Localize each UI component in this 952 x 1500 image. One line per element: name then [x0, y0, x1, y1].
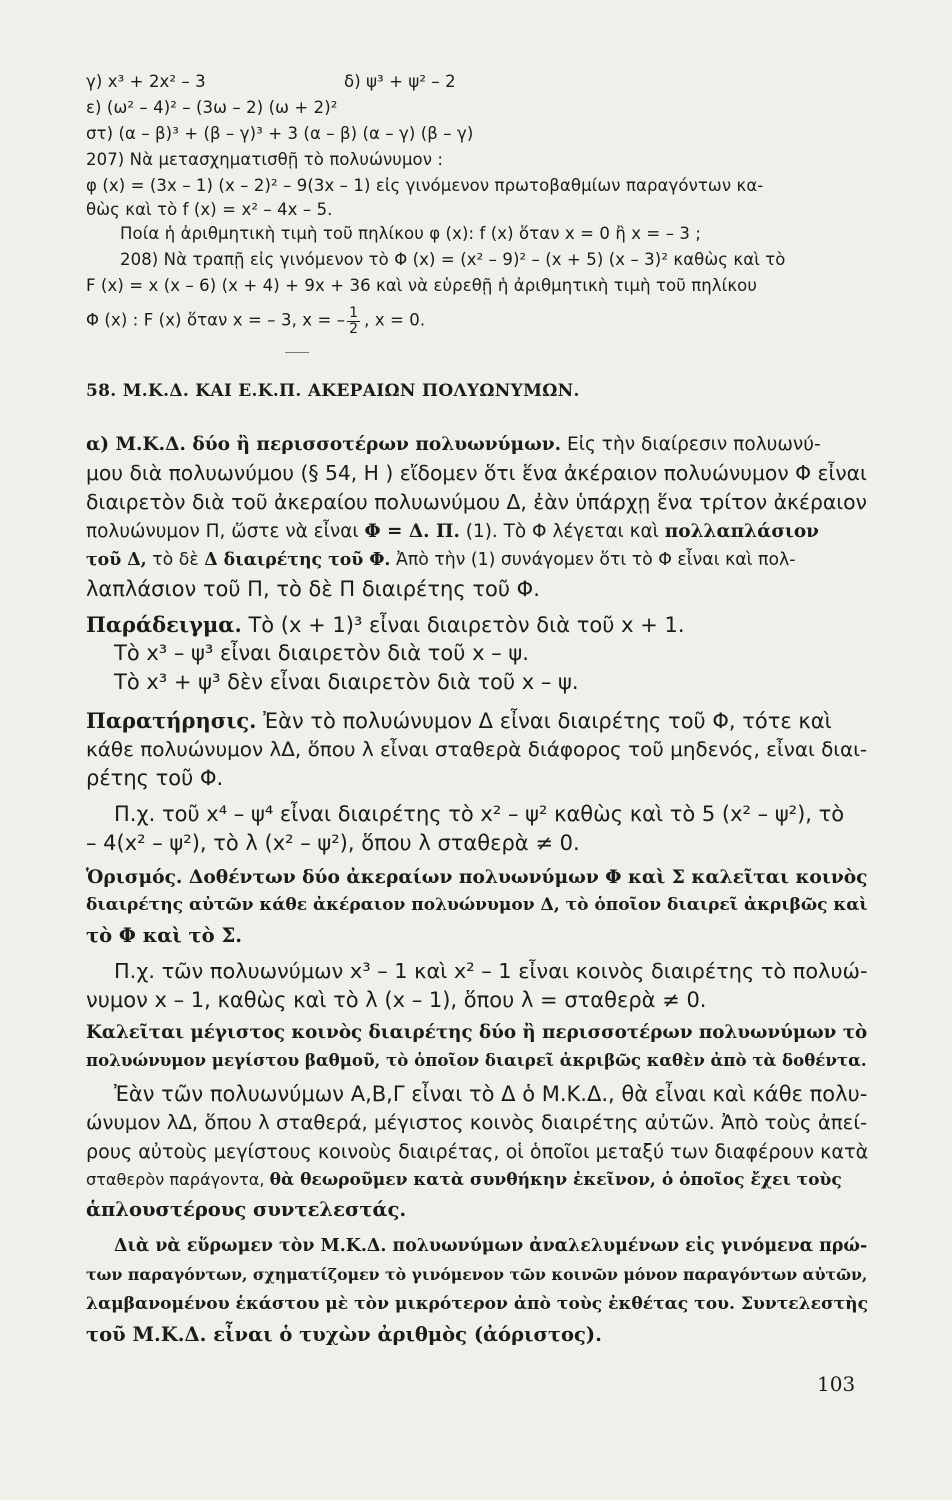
paragraph-3-line-3: λαμβανομένου ἑκάστου μὲ τὸν μικρότερον ἀπὸ τοὺς ἐκθέτας του. Συντελεστὴς — [86, 1294, 869, 1314]
paragraph-2-line-5: ἁπλουστέρους συντελεστάς. — [86, 1198, 407, 1221]
exercise-208-line3 — [86, 306, 425, 336]
paragraph-1-line-4 — [86, 519, 819, 542]
fraction-denominator: 2 — [349, 320, 359, 337]
exercise-epsilon: ε) (ω² – 4)² – (3ω – 2) (ω + 2)² — [86, 98, 338, 117]
exercise-207-line2: φ (x) = (3x – 1) (x – 2)² – 9(3x – 1) εἰς γινόμενον πρωτοβαθμίων παραγόντων κα- — [86, 176, 764, 195]
paragraph-3-line-1: Διὰ νὰ εὕρωμεν τὸν Μ.Κ.Δ. πολυωνύμων ἀναλελυμένων εἰς γινόμενα πρώ- — [114, 1236, 868, 1256]
definition-line-1: Ὁρισμός. Δοθέντων δύο ἀκεραίων πολυωνύμων Φ καὶ Σ καλεῖται κοινὸς — [86, 866, 868, 888]
text-span: πολυώνυμον Π, ὥστε νὰ εἶναι — [86, 521, 365, 542]
text-span: Τὸ (x + 1)³ εἶναι διαιρετὸν διὰ τοῦ x + 1. — [241, 613, 685, 637]
remark-label: Παρατήρησις. — [86, 708, 257, 733]
paragraph-2-line-3: ρους αὐτοὺς μεγίστους κοινοὺς διαιρέτας, οἱ ὁποῖοι μεταξύ των διαφέρουν κατὰ — [86, 1140, 869, 1163]
example-line-3: Τὸ x³ + ψ³ δὲν εἶναι διαιρετὸν διὰ τοῦ x – ψ. — [114, 670, 579, 694]
gcd-definition-line-2: πολυώνυμον μεγίστου βαθμοῦ, τὸ ὁποῖον διαιρεῖ ἀκριβῶς καθὲν ἀπὸ τὰ δοθέντα. — [86, 1050, 867, 1070]
text-span: (1). Τὸ Φ λέγεται καὶ — [459, 521, 665, 542]
bold-span: τοῦ Δ, — [86, 550, 147, 570]
remark-line-3: ρέτης τοῦ Φ. — [86, 766, 224, 790]
example-line-1 — [86, 612, 685, 637]
exercise-208-end: , x = 0. — [364, 310, 426, 330]
exercise-208-line2: F (x) = x (x – 6) (x + 4) + 9x + 36 καὶ νὰ εὑρεθῇ ἡ ἀριθμητικὴ τιμὴ τοῦ πηλίκου — [86, 276, 758, 295]
exercise-208-expr: Φ (x) : F (x) ὅταν x = – 3, x = – — [86, 310, 346, 330]
paragraph-1-line-6: λαπλάσιον τοῦ Π, τὸ δὲ Π διαιρέτης τοῦ Φ. — [86, 577, 540, 601]
example-pc2-line-1: Π.χ. τῶν πολυωνύμων x³ – 1 καὶ x² – 1 εἶναι κοινὸς διαιρέτης τὸ πολυώ- — [114, 959, 868, 983]
text-span: Εἰς τὴν διαίρεσιν πολυωνύ- — [561, 434, 821, 455]
exercise-delta: δ) ψ³ + ψ² – 2 — [344, 72, 456, 91]
paragraph-2-line-1: Ἐὰν τῶν πολυωνύμων Α,Β,Γ εἶναι τὸ Δ ὁ Μ.Κ.Δ., θὰ εἶναι καὶ κάθε πολυ- — [114, 1082, 868, 1106]
text-span: Ἐὰν τὸ πολυώνυμον Δ εἶναι διαιρέτης τοῦ Φ, τότε καὶ — [256, 709, 832, 733]
paragraph-1-line-1 — [86, 432, 821, 455]
example-pc2-line-2: νυμον x – 1, καθὼς καὶ τὸ λ (x – 1), ὅπου λ = σταθερὰ ≠ 0. — [86, 988, 707, 1012]
fraction-numerator: 1 — [349, 305, 359, 321]
exercise-207-line3: θὼς καὶ τὸ f (x) = x² – 4x – 5. — [86, 200, 333, 219]
definition-line-2: διαιρέτης αὐτῶν κάθε ἀκέραιον πολυώνυμον Δ, τὸ ὁποῖον διαιρεῖ ἀκριβῶς καὶ — [86, 895, 868, 915]
page-number: 103 — [817, 1372, 856, 1396]
remark-line-1 — [86, 708, 832, 733]
text-span: σταθερὸν παράγοντα, — [86, 1170, 270, 1189]
example-line-2: Τὸ x³ – ψ³ εἶναι διαιρετὸν διὰ τοῦ x – ψ. — [114, 641, 529, 665]
exercise-207: 207) Νὰ μετασχηματισθῇ τὸ πολυώνυμον : — [86, 150, 444, 169]
term-multiple: πολλαπλάσιον — [664, 521, 819, 542]
paragraph-1-line-5 — [86, 548, 796, 570]
paragraph-3-line-4: τοῦ Μ.Κ.Δ. εἶναι ὁ τυχὼν ἀριθμὸς (ἀόριστος). — [86, 1323, 602, 1346]
gcd-definition-line-1: Καλεῖται μέγιστος κοινὸς διαιρέτης δύο ἢ περισσοτέρων πολυωνύμων τὸ — [86, 1022, 868, 1043]
text-span: Ἀπὸ τὴν (1) συνάγομεν ὅτι τὸ Φ εἶναι καὶ πολ- — [390, 550, 796, 570]
exercise-208: 208) Νὰ τραπῇ εἰς γινόμενον τὸ Φ (x) = (x² – 9)² – (x + 5) (x – 3)² καθὼς καὶ τὸ — [120, 250, 786, 269]
section-heading: 58. Μ.Κ.Δ. ΚΑΙ Ε.Κ.Π. ΑΚΕΡΑΙΩΝ ΠΟΛΥΩΝΥΜΩΝ. — [86, 381, 580, 401]
definition-line-3: τὸ Φ καὶ τὸ Σ. — [86, 924, 243, 947]
paragraph-1-line-2: μου διὰ πολυωνύμου (§ 54, Η ) εἴδομεν ὅτι ἕνα ἀκέραιον πολυώνυμον Φ εἶναι — [86, 461, 867, 485]
formula-bold: Φ = Δ. Π. — [364, 521, 460, 542]
text-span: τὸ δὲ — [146, 550, 205, 570]
paragraph-2-line-2: ώνυμον λΔ, ὅπου λ σταθερά, μέγιστος κοινὸς διαιρέτης αὐτῶν. Ἀπὸ τοὺς ἀπεί- — [86, 1111, 868, 1134]
paragraph-1-line-3: διαιρετὸν διὰ τοῦ ἀκεραίου πολυωνύμου Δ, ἐὰν ὑπάρχῃ ἕνα τρίτον ἀκέραιον — [86, 490, 867, 514]
term-divisor: Δ διαιρέτης τοῦ Φ. — [204, 550, 391, 570]
paragraph-3-line-2: των παραγόντων, σχηματίζομεν τὸ γινόμενον τῶν κοινῶν μόνον παραγόντων αὐτῶν, — [86, 1265, 868, 1284]
convention-clause: θὰ θεωροῦμεν κατὰ συνθήκην ἐκεῖνον, ὁ ὁποῖος ἔχει τοὺς — [269, 1170, 842, 1190]
separator-rule — [285, 352, 309, 353]
exercise-gamma: γ) x³ + 2x² – 3 — [86, 72, 206, 91]
paragraph-2-line-4 — [86, 1169, 842, 1190]
exercise-207-question: Ποία ἡ ἀριθμητικὴ τιμὴ τοῦ πηλίκου φ (x): f (x) ὅταν x = 0 ἢ x = – 3 ; — [120, 224, 702, 243]
subsection-title: α) Μ.Κ.Δ. δύο ἢ περισσοτέρων πολυωνύμων. — [86, 434, 562, 455]
example-pc-line-2: – 4(x² – ψ²), τὸ λ (x² – ψ²), ὅπου λ σταθερὰ ≠ 0. — [86, 831, 580, 855]
fraction-one-half — [347, 306, 360, 336]
exercise-stigma: στ) (α – β)³ + (β – γ)³ + 3 (α – β) (α – γ) (β – γ) — [86, 124, 474, 143]
example-label: Παράδειγμα. — [86, 612, 242, 637]
remark-line-2: κάθε πολυώνυμον λΔ, ὅπου λ εἶναι σταθερὰ διάφορος τοῦ μηδενός, εἶναι διαι- — [86, 737, 868, 761]
example-pc-line-1: Π.χ. τοῦ x⁴ – ψ⁴ εἶναι διαιρέτης τὸ x² – ψ² καθὼς καὶ τὸ 5 (x² – ψ²), τὸ — [114, 802, 845, 826]
